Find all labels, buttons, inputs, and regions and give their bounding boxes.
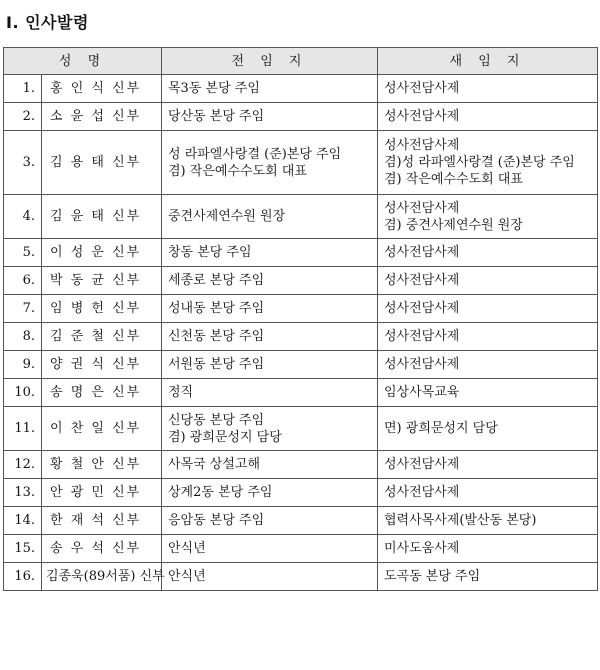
row-number: 2. xyxy=(4,103,42,131)
new-post-line: 겸)성 라파엘사랑결 (준)본당 주임 xyxy=(384,155,575,170)
previous-post xyxy=(162,563,378,591)
table-row xyxy=(4,267,598,295)
previous-post xyxy=(162,103,378,131)
table-row xyxy=(4,323,598,351)
new-post-line: 협력사목사제(발산동 본당) xyxy=(384,513,537,528)
previous-post-line: 안식년 xyxy=(168,541,206,556)
table-row xyxy=(4,131,598,195)
new-post-line: 성사전담사제 xyxy=(384,138,460,153)
table-row xyxy=(4,195,598,239)
previous-post-line: 성내동 본당 주임 xyxy=(168,301,265,316)
previous-post-line: 겸) 작은예수수도회 대표 xyxy=(168,163,307,179)
priest-name: 한 재 석 신부 xyxy=(42,507,162,535)
row-number: 15. xyxy=(4,535,42,563)
priest-name: 양 권 식 신부 xyxy=(42,351,162,379)
table-row xyxy=(4,407,598,451)
priest-name: 소 윤 섭 신부 xyxy=(42,103,162,131)
new-post xyxy=(378,351,598,379)
previous-post xyxy=(162,239,378,267)
new-post xyxy=(378,195,598,239)
row-number: 1. xyxy=(4,75,42,103)
priest-name: 홍 인 식 신부 xyxy=(42,75,162,103)
table-row xyxy=(4,479,598,507)
table-row xyxy=(4,75,598,103)
previous-post-line: 서원동 본당 주임 xyxy=(168,357,265,372)
previous-post xyxy=(162,323,378,351)
new-post-line: 성사전담사제 xyxy=(384,485,460,500)
priest-name: 황 철 안 신부 xyxy=(42,451,162,479)
new-post xyxy=(378,563,598,591)
previous-post xyxy=(162,535,378,563)
section-title: I. 인사발령 xyxy=(6,13,89,32)
new-post-line: 겸) 작은예수수도회 대표 xyxy=(384,172,523,187)
new-post-line: 임상사목교육 xyxy=(384,385,460,400)
previous-post-line: 응암동 본당 주임 xyxy=(168,513,265,528)
new-post xyxy=(378,267,598,295)
row-number: 8. xyxy=(4,323,42,351)
previous-post-line: 목3동 본당 주임 xyxy=(168,81,260,96)
row-number: 6. xyxy=(4,267,42,295)
new-post-line: 성사전담사제 xyxy=(384,245,460,260)
new-post xyxy=(378,295,598,323)
previous-post-line: 신당동 본당 주임 xyxy=(168,412,265,428)
previous-post-line: 정직 xyxy=(168,385,194,400)
new-post xyxy=(378,75,598,103)
previous-post-line: 성 라파엘사랑결 (준)본당 주임 xyxy=(168,146,342,162)
new-post xyxy=(378,131,598,195)
new-post-line: 성사전담사제 xyxy=(384,357,460,372)
new-post-line: 도곡동 본당 주임 xyxy=(384,569,481,584)
new-post-line: 면) 광희문성지 담당 xyxy=(384,421,498,436)
priest-name: 김종욱(89서품) 신부 xyxy=(42,563,162,591)
table-body xyxy=(4,75,598,591)
priest-name: 송 명 은 신부 xyxy=(42,379,162,407)
new-post xyxy=(378,239,598,267)
previous-post-line: 상계2동 본당 주임 xyxy=(168,485,273,500)
priest-name: 박 동 균 신부 xyxy=(42,267,162,295)
priest-name: 송 우 석 신부 xyxy=(42,535,162,563)
previous-post xyxy=(162,267,378,295)
table-row xyxy=(4,563,598,591)
previous-post xyxy=(162,451,378,479)
previous-post-line: 겸) 광희문성지 담당 xyxy=(168,429,282,445)
table-row xyxy=(4,239,598,267)
table-header-row xyxy=(4,48,598,75)
new-post-line: 성사전담사제 xyxy=(384,301,460,316)
priest-name: 김 윤 태 신부 xyxy=(42,195,162,239)
header-new-post: 새 임 지 xyxy=(378,48,598,75)
new-post-line: 미사도움사제 xyxy=(384,541,460,556)
table-row xyxy=(4,103,598,131)
row-number: 10. xyxy=(4,379,42,407)
previous-post xyxy=(162,407,378,451)
header-name: 성 명 xyxy=(4,48,162,75)
row-number: 12. xyxy=(4,451,42,479)
previous-post xyxy=(162,131,378,195)
table-row xyxy=(4,535,598,563)
priest-name: 안 광 민 신부 xyxy=(42,479,162,507)
previous-post-line: 안식년 xyxy=(168,569,206,584)
previous-post-line: 사목국 상설고해 xyxy=(168,457,261,472)
table-row xyxy=(4,451,598,479)
table-row xyxy=(4,379,598,407)
priest-name: 이 성 운 신부 xyxy=(42,239,162,267)
priest-name: 이 찬 일 신부 xyxy=(42,407,162,451)
new-post-line: 성사전담사제 xyxy=(384,109,460,124)
row-number: 11. xyxy=(4,407,42,451)
priest-name: 임 병 헌 신부 xyxy=(42,295,162,323)
new-post-line: 성사전담사제 xyxy=(384,273,460,288)
new-post xyxy=(378,103,598,131)
new-post-line: 겸) 중견사제연수원 원장 xyxy=(384,217,523,233)
priest-name: 김 용 태 신부 xyxy=(42,131,162,195)
row-number: 5. xyxy=(4,239,42,267)
appointment-table xyxy=(3,47,598,591)
table-row xyxy=(4,507,598,535)
new-post-line: 성사전담사제 xyxy=(384,81,460,96)
row-number: 7. xyxy=(4,295,42,323)
row-number: 3. xyxy=(4,131,42,195)
table-row xyxy=(4,295,598,323)
new-post xyxy=(378,479,598,507)
priest-name: 김 준 철 신부 xyxy=(42,323,162,351)
new-post xyxy=(378,535,598,563)
row-number: 9. xyxy=(4,351,42,379)
row-number: 14. xyxy=(4,507,42,535)
previous-post-line: 세종로 본당 주임 xyxy=(168,273,265,288)
previous-post-line: 중견사제연수원 원장 xyxy=(168,209,286,224)
previous-post xyxy=(162,75,378,103)
new-post-line: 성사전담사제 xyxy=(384,200,460,216)
previous-post xyxy=(162,351,378,379)
previous-post-line: 당산동 본당 주임 xyxy=(168,109,265,124)
previous-post-line: 창동 본당 주임 xyxy=(168,245,252,260)
new-post xyxy=(378,507,598,535)
previous-post xyxy=(162,379,378,407)
row-number: 13. xyxy=(4,479,42,507)
previous-post xyxy=(162,195,378,239)
new-post xyxy=(378,451,598,479)
new-post xyxy=(378,323,598,351)
table-row xyxy=(4,351,598,379)
previous-post-line: 신천동 본당 주임 xyxy=(168,329,265,344)
new-post xyxy=(378,379,598,407)
previous-post xyxy=(162,479,378,507)
row-number: 16. xyxy=(4,563,42,591)
header-previous-post: 전 임 지 xyxy=(162,48,378,75)
new-post-line: 성사전담사제 xyxy=(384,329,460,344)
new-post-line: 성사전담사제 xyxy=(384,457,460,472)
new-post xyxy=(378,407,598,451)
previous-post xyxy=(162,295,378,323)
previous-post xyxy=(162,507,378,535)
row-number: 4. xyxy=(4,195,42,239)
